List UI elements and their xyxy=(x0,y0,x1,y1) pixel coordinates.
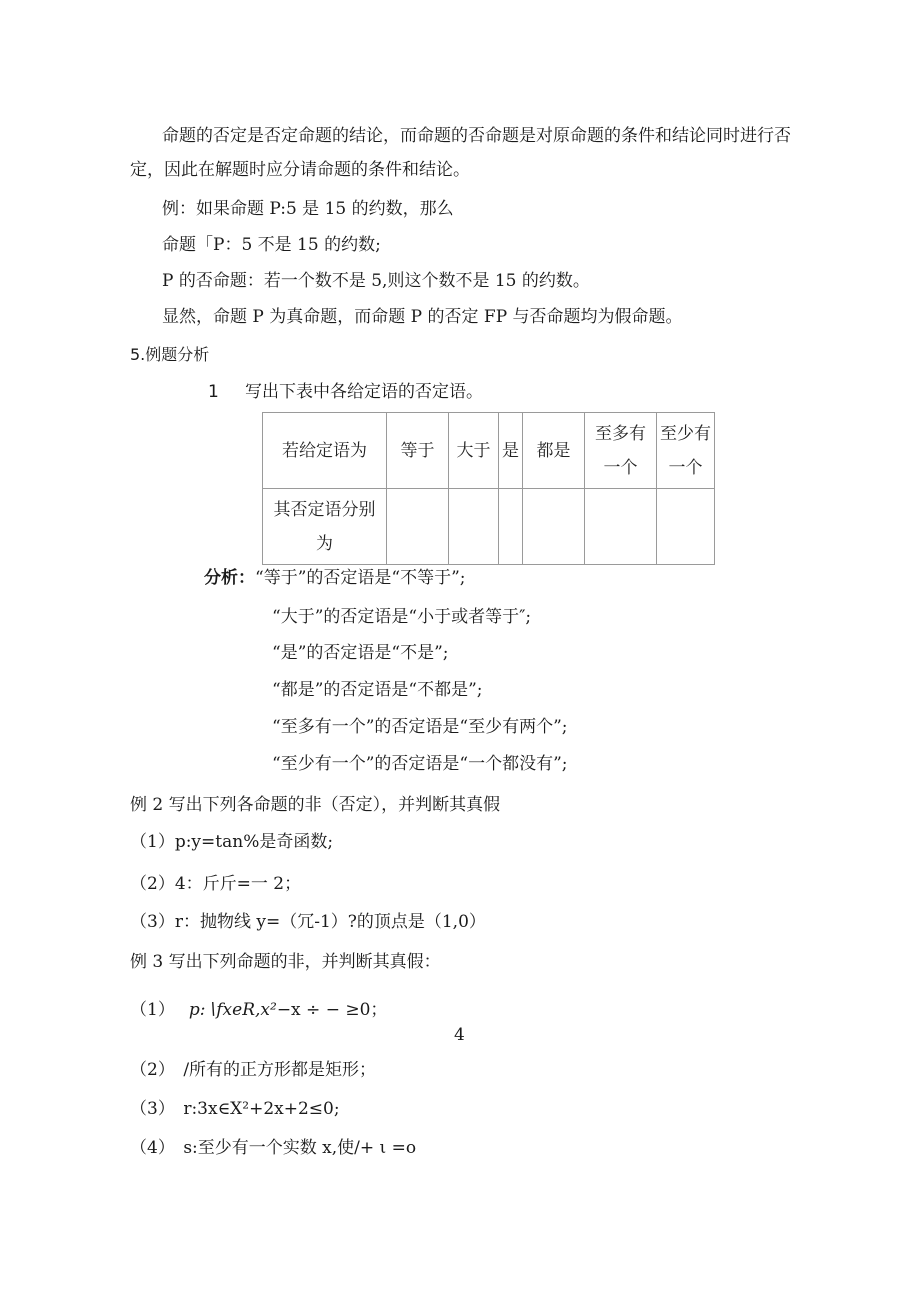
exercise-1-number: 1 xyxy=(208,382,219,402)
example-3-item: （3） r:3x∈X²+2x+2≤0; xyxy=(130,1099,340,1119)
table-cell-empty xyxy=(449,489,499,565)
table-row xyxy=(263,489,715,565)
analysis-line: “都是”的否定语是“不都是”; xyxy=(272,680,483,700)
table-cell: 是 xyxy=(499,413,523,489)
table-cell: 等于 xyxy=(387,413,449,489)
example-2-title: 例 2 写出下列各命题的非（否定），并判断其真假 xyxy=(130,795,501,815)
table-cell: 至多有 一个 xyxy=(585,413,657,489)
negation-statement: 命题「P：5 不是 15 的约数; xyxy=(162,235,381,255)
fraction-denominator: 4 xyxy=(454,1025,465,1045)
example-3-title: 例 3 写出下列命题的非，并判断其真假： xyxy=(130,952,441,972)
example-statement: 例：如果命题 P:5 是 15 的约数，那么 xyxy=(162,199,454,219)
table-cell: 至少有 一个 xyxy=(657,413,715,489)
table-header-given: 若给定语为 xyxy=(263,413,387,489)
example-3-item-1 xyxy=(130,998,387,1022)
analysis-label: 分析： xyxy=(204,568,255,588)
table-cell: 大于 xyxy=(449,413,499,489)
example-2-item: （1）p:y=tan%是奇函数; xyxy=(130,832,334,852)
item-number: （1） xyxy=(130,1000,175,1020)
analysis-line: “至少有一个”的否定语是“一个都没有”; xyxy=(272,754,568,774)
analysis-line: “大于”的否定语是“小于或者等于″; xyxy=(272,607,532,627)
table-cell-empty xyxy=(387,489,449,565)
example-3-item: （4） s:至少有一个实数 x,使/+ ι =o xyxy=(130,1138,417,1158)
example-2-item: （3）r：抛物线 y=（冗-1）?的顶点是（1,0） xyxy=(130,912,486,932)
table-header-negation: 其否定语分别 为 xyxy=(263,489,387,565)
conclusion-statement: 显然，命题 P 为真命题，而命题 P 的否定 FP 与否命题均为假命题。 xyxy=(162,307,683,327)
table-cell: 都是 xyxy=(523,413,585,489)
exercise-1-text: 写出下表中各给定语的否定语。 xyxy=(245,382,483,402)
table-cell-empty xyxy=(499,489,523,565)
analysis-first-line xyxy=(204,566,466,590)
example-3-item: （2） /所有的正方形都是矩形； xyxy=(130,1060,377,1080)
analysis-text: “等于”的否定语是“不等于”; xyxy=(255,568,466,588)
analysis-line: “是”的否定语是“不是”; xyxy=(272,643,449,663)
formula-italic: p:∖fxeR,x² xyxy=(188,1000,277,1020)
table-cell-empty xyxy=(585,489,657,565)
formula-rest: −x ÷ − ≥0； xyxy=(276,1000,388,1020)
table-cell-empty xyxy=(657,489,715,565)
example-2-item: （2）4：斤斤=一 2； xyxy=(130,874,302,894)
table-cell-empty xyxy=(523,489,585,565)
section-heading: 5.例题分析 xyxy=(130,345,210,364)
intro-line-2: 定，因此在解题时应分请命题的条件和结论。 xyxy=(130,160,470,180)
table-row xyxy=(263,413,715,489)
negation-table xyxy=(262,412,715,565)
analysis-line: “至多有一个”的否定语是“至少有两个”; xyxy=(272,717,568,737)
intro-line-1: 命题的否定是否定命题的结论，而命题的否命题是对原命题的条件和结论同时进行否 xyxy=(162,126,791,146)
inverse-statement: P 的否命题：若一个数不是 5,则这个数不是 15 的约数。 xyxy=(162,271,590,291)
